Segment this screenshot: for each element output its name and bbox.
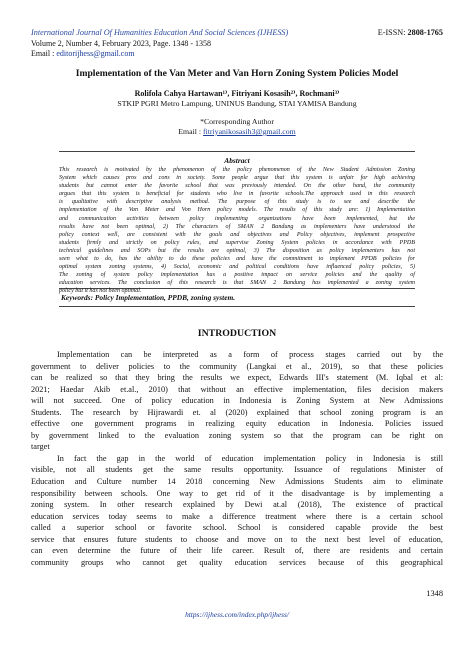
abstract-line: argues that this system is beneficial for students who live in favorite schools.The approach used in this research [59,191,415,198]
abstract-line: This research is motivated by the phenomenon of the policy phenomenon of the New Student Admission Zoning [59,167,415,173]
journal-email-line [31,49,135,58]
corresponding-email-line [0,127,474,136]
author-affiliations: STKIP PGRI Metro Lampung, UNINUS Bandung, STAI YAMISA Bandung [117,99,357,108]
body-line: Implementation can be interpreted as a form of process stages carried out by the [57,350,443,359]
abstract-line: The zoning of system policy implementation has a positive impact on service policies and the quality of [59,272,415,279]
journal-email-link[interactable]: editorijhess@gmail.com [56,49,135,58]
abstract-line: technical guidelines and SOPs but the results are optimal, 3) The disposition as policy implementers has not [59,247,415,254]
journal-header [31,28,443,37]
abstract-line: System which causes pros and cons in society. Some people argue that this system is unfair for high achieving [59,175,415,182]
body-line: 2021; Haedar Akib et.al., 2010) that without an effective implementation, files decision makers [31,384,443,394]
abstract-line: policy context well, are consistent with the goals and objectives and Policy objectives, implement prospective [59,231,415,238]
corresponding-email-label: Email : [178,127,202,136]
issn-label: E-ISSN: [377,28,406,37]
body-line: effective one government programs in realizing equity education in Indonesia. Policies issued [31,419,443,429]
abstract-line: is qualitative with descriptive analysis method. The purpose of this study is to see and describe the [59,199,415,206]
abstract-heading: Abstract [224,156,250,165]
body-line: can be realized so that they bring the results we expect, Edwards III's statement (M. Iqbal et al: [31,373,443,383]
abstract-line: and communication activities between policy implementing organizations have been implemented, but the [59,215,415,222]
body-line: zoning system. In other research explained by Dewi at.al (2018), The existence of practical [31,500,443,510]
introduction-body [31,349,443,568]
abstract-section [59,151,415,295]
article-authors: Rolifola Cahya Hartawan¹⁾, Fitriyani Kosasih²⁾, Rochmani³⁾ [134,89,340,98]
body-line: community groups who cannot get quality education services because of this geographical [31,557,443,567]
body-line: education services today seems to make a difference treatment where there is a certain school [31,511,443,521]
abstract-line: seen what to do, has the ability to do these policies and have the commitment to implement PPDB policies for [59,256,415,263]
body-line: target [31,442,50,452]
abstract-body [59,166,415,296]
abstract-line: students firmly and strictly on policy rules, and supervise Zoning System policies in accordance with PPDB [59,239,415,246]
body-line: visible, not all students get the same results opportunity. Issuance of regulations Minister of [31,465,443,475]
corresponding-email-link[interactable]: fitriyanikosasih3@gmail.com [202,127,296,136]
volume-info: Volume 2, Number 4, February 2023, Page. 1348 - 1358 [31,39,212,48]
article-title: Implementation of the Van Meter and Van Horn Zoning System Policies Model [75,68,399,79]
abstract-line: students but cannot enter the favorite school that was previously intended. On the other hand, the community [59,183,415,190]
page-number: 1348 [426,589,443,598]
journal-email-label: Email : [31,49,55,58]
body-line: Education and Culture number 14 2018 concerning New Admissions Students aim to eliminate [31,477,443,487]
issn-number: 2808-1765 [407,28,443,37]
body-line: will not succeed. One of policy education in Indonesia is Zoning System at New Admissions [31,396,443,406]
corresponding-author: *Corresponding Author [200,117,274,126]
body-line: Students. The research by Hijrawardi et. al (2020) explained that school zoning program is an [31,407,443,417]
body-line: responsibility between schools. One way to get rid of it the disadvantage is by implementing a [31,488,443,498]
body-line: by government linked to the evaluation zoning system so that the program can be right on [31,430,443,440]
journal-name: International Journal Of Humanities Education And Social Sciences (IJHESS) [31,28,289,37]
abstract-line: results have not been optimal, 2) The characters of SMAN 2 Bandung as implementers have understood the [59,223,415,230]
abstract-line: implementation of the Van Meter and Von Horn policy models. The results of this study are: 1) Implementation [59,207,415,214]
body-line: In fact the gap in the world of education implementation policy in Indonesia is still [57,453,443,463]
body-line: government to deliver policies to the community (Langkai et al., 2019), so that these policies [31,361,443,371]
abstract-line: education services. The conclusion of this research is that SMAN 2 Bandung has implemented a zoning system [59,280,415,287]
issn [378,28,443,37]
abstract-line: policy but it has not been optimal. [59,288,142,295]
section-divider [59,306,415,307]
keywords: Keywords: Policy Implementation, PPDB, zoning system. [61,293,236,302]
footer-journal-url[interactable]: https://ijhess.com/index.php/ijhess/ [185,610,289,619]
abstract-line: optimal system zoning systems, 4) Social, economic and political conditions have influenced policy policies, 5) [59,264,415,271]
body-line: can even determine the future of their life career. Result of, there are residents and certain [31,546,443,556]
body-line: called a superior school or favorite school. School is considered capable provide the best [31,523,443,533]
body-line: service that ensures future students to choose and move on to the next best level of education, [31,534,443,544]
introduction-heading: INTRODUCTION [197,328,277,339]
